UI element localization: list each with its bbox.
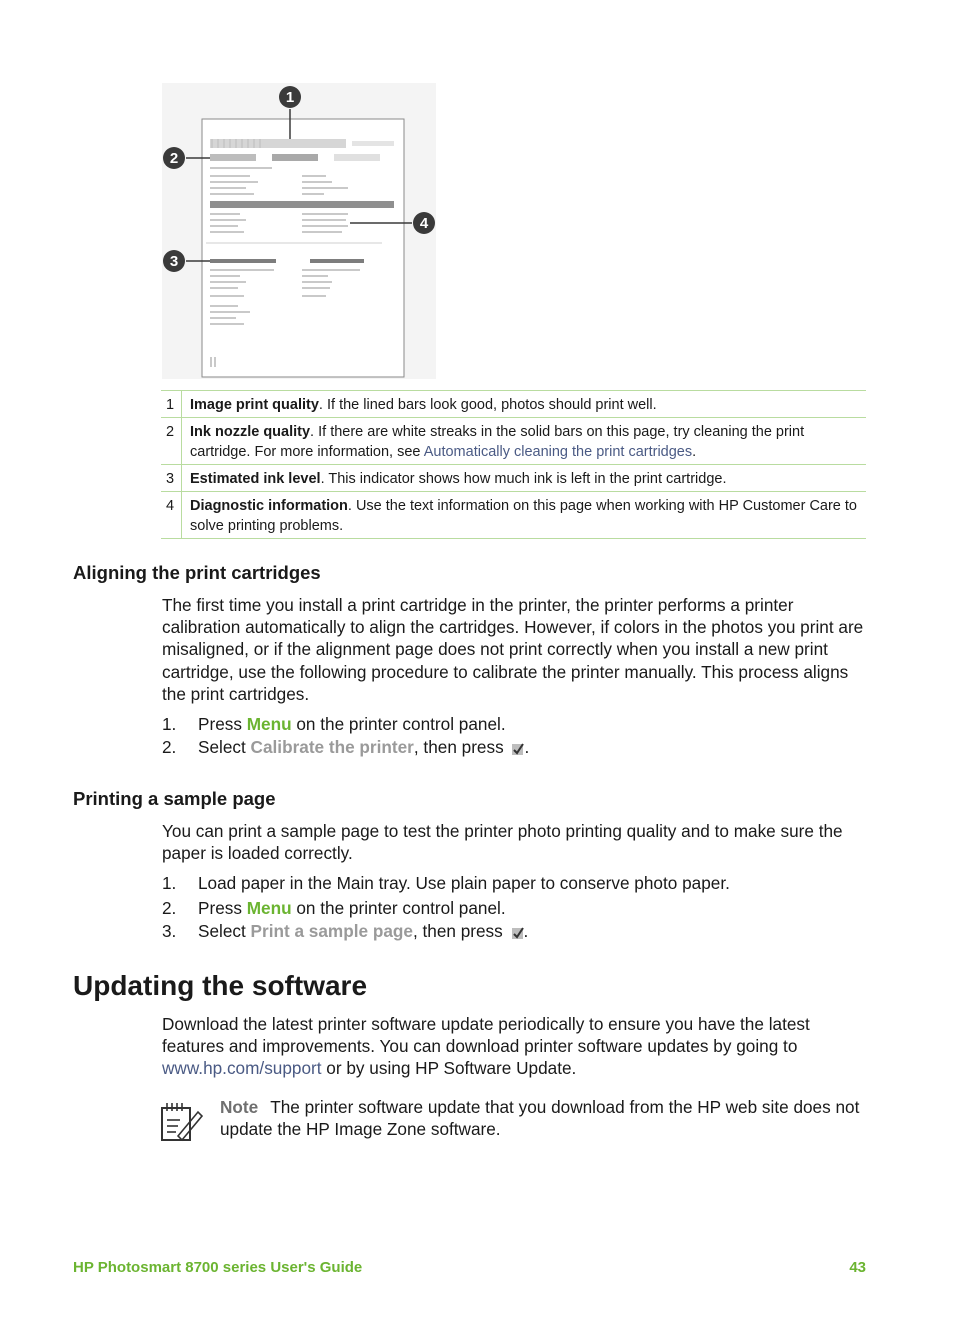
align-body: The first time you install a print cartridge in the printer, the printer performs a printer calibration automatically to align the cartridges. However, if colors in the photos you print are misaligned, or if the alignment page does not print correctly when you install a new print cartridge, use the following procedure to calibrate the printer manually. This process aligns the print cartridges. [162,595,864,704]
legend-text: Image print quality. If the lined bars look good, photos should print well. [190,397,657,413]
sample-body: You can print a sample page to test the printer photo printing quality and to make sure the paper is loaded correctly. [162,821,843,864]
legend-text: Ink nozzle quality. If there are white streaks in the solid bars on this page, try cleaning the print cartridge. For more information, see Automatically cleaning the print cartridges. [190,424,805,460]
legend-term: Image print quality [190,397,319,413]
legend-row [161,418,866,465]
menu-key: Menu [246,714,292,734]
note-text: Note The printer software update that you download from the HP web site does not update the HP Image Zone software. [220,1097,860,1140]
sample-steps [162,872,866,943]
legend-row [161,391,866,418]
legend-number: 2 [161,418,182,465]
list-item: 1. Load paper in the Main tray. Use plain paper to conserve photo paper. [162,873,730,893]
figure-legend-table [161,390,866,539]
svg-text:4: 4 [419,215,429,232]
diagnostic-page-figure [162,83,436,379]
legend-text: Diagnostic information. Use the text information on this page when working with HP Customer Care to solve printing problems. [190,498,857,534]
legend-term: Diagnostic information [190,498,348,514]
print-sample-option: Print a sample page [250,921,413,941]
menu-key: Menu [246,898,292,918]
legend-row [161,492,866,539]
ok-check-icon [512,927,524,939]
callout-3 [163,250,185,272]
footer-title: HP Photosmart 8700 series User's Guide [73,1259,363,1276]
legend-number: 1 [161,391,182,418]
cleaning-cartridges-link[interactable]: Automatically cleaning the print cartridges [423,444,693,460]
legend-text: Estimated ink level. This indicator shows how much ink is left in the print cartridge. [190,471,727,487]
legend-term: Estimated ink level [190,471,321,487]
hp-support-link[interactable]: www.hp.com/support [162,1058,322,1079]
update-body: Download the latest printer software update periodically to ensure you have the latest features and improvements. You can download printer software updates by going to www.hp.com/support or by using HP Software Update. [162,1014,810,1079]
section-heading-sample: Printing a sample page [73,788,276,809]
list-item: 2. Press Menu on the printer control panel. [162,898,506,918]
ok-check-icon [512,743,524,755]
svg-text:1: 1 [285,89,295,106]
svg-text:2: 2 [169,150,179,167]
section-heading-update: Updating the software [73,970,368,1001]
legend-term: Ink nozzle quality [190,424,311,440]
list-item: 1. Press Menu on the printer control panel. [162,714,506,734]
calibrate-option: Calibrate the printer [250,737,414,757]
legend-row [161,465,866,492]
page-number: 43 [849,1259,866,1276]
callout-4 [413,212,435,234]
align-steps [162,713,866,759]
note-icon [160,1100,204,1144]
legend-number: 4 [161,492,182,539]
section-heading-align: Aligning the print cartridges [73,562,321,583]
list-item: 2. Select Calibrate the printer, then press . [162,737,530,757]
list-item: 3. Select Print a sample page, then press . [162,921,529,941]
legend-number: 3 [161,465,182,492]
svg-text:3: 3 [169,253,179,270]
note-label: Note [220,1097,259,1117]
callout-2 [163,147,185,169]
callout-1 [279,86,301,108]
